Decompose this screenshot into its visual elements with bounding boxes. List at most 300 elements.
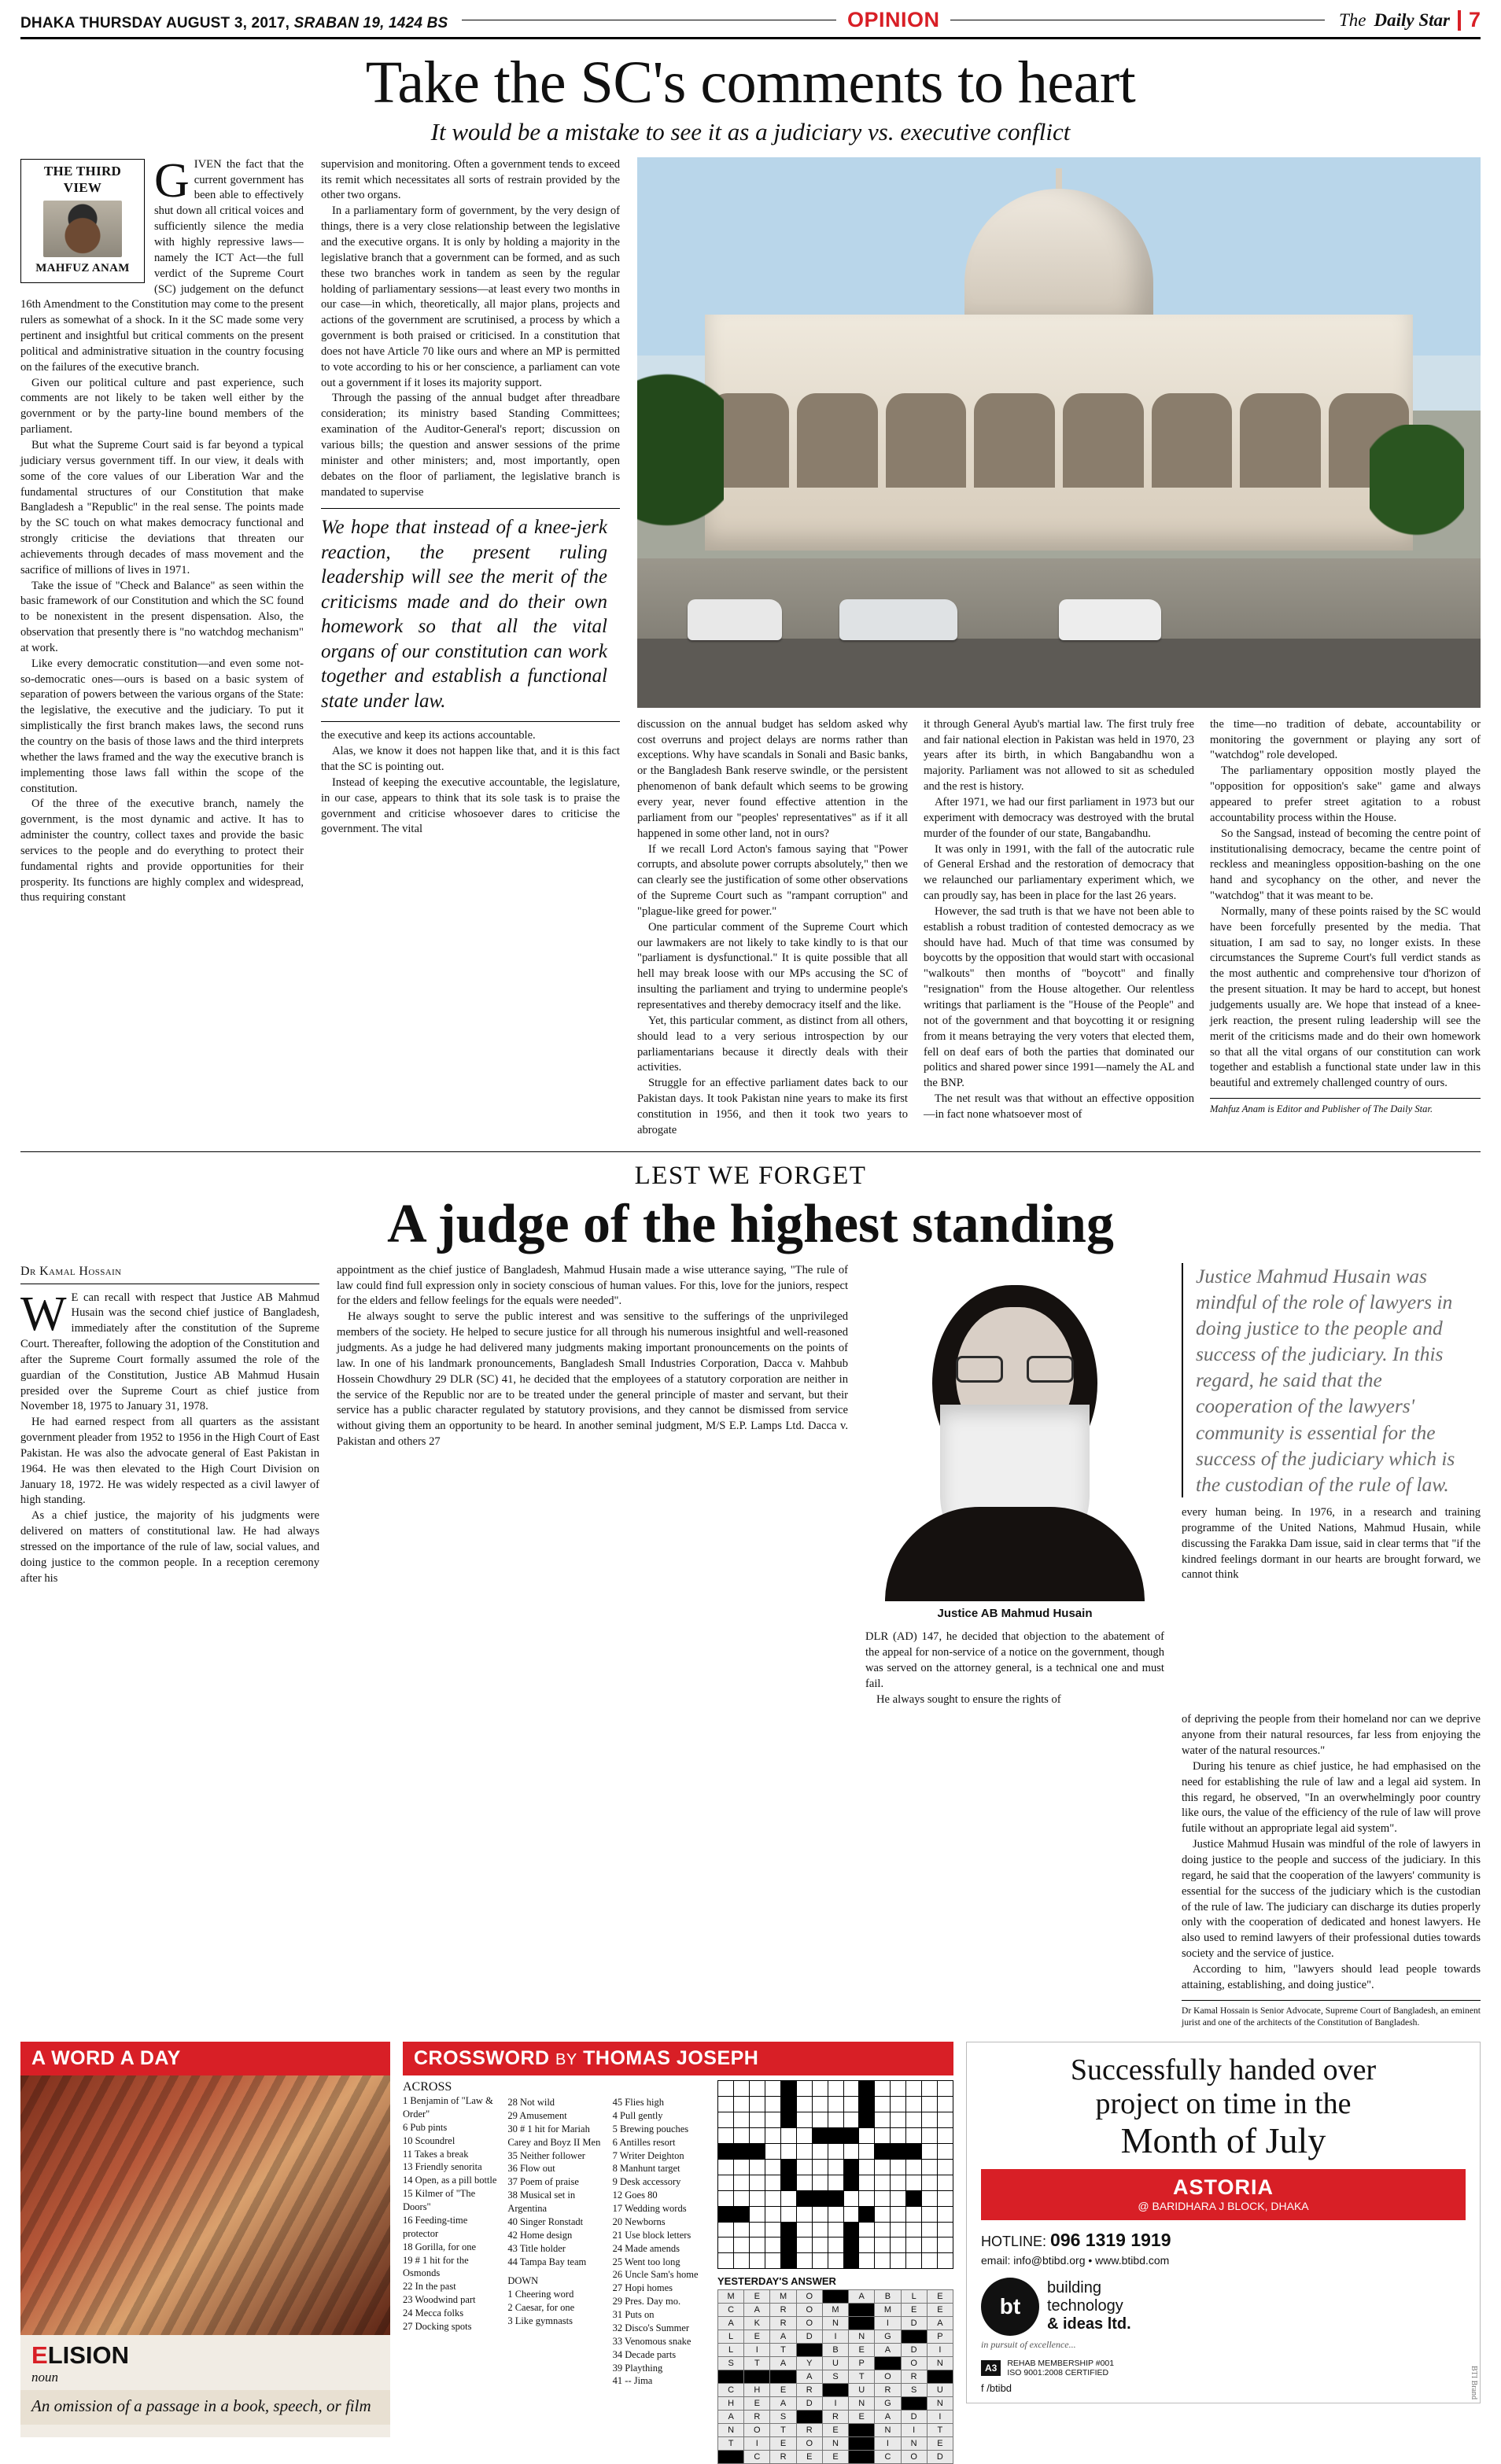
a1-c4-p3: It was only in 1991, with the fall of the autocratic rule of General Ershad and the restoration of democracy that we relaunched our parliamentary experiment which, we can proudly say, has been in place for the last 26 years.: [924, 842, 1194, 903]
answer-cell: I: [928, 2411, 953, 2423]
ad-project-location: @ BARIDHARA J BLOCK, DHAKA: [1138, 2199, 1309, 2212]
clue-item: 1 Cheering word: [507, 2289, 574, 2300]
article2-credit: Dr Kamal Hossain is Senior Advocate, Supreme Court of Bangladesh, an eminent jurist and one of the architects of the Constitution of Bangladesh.: [1182, 2000, 1481, 2030]
clue-item: 5 Brewing pouches: [612, 2123, 689, 2134]
clue-item: 38 Musical set in Argentina: [507, 2190, 576, 2215]
clue-item: 18 Gorilla, for one: [403, 2241, 477, 2252]
answer-cell: I: [744, 2437, 769, 2450]
answer-cell: C: [875, 2451, 900, 2463]
article2-byline: Dr Kamal Hossain: [20, 1264, 122, 1278]
answer-cell: I: [902, 2424, 927, 2436]
yesterdays-answer: [717, 2275, 953, 2464]
answer-cell: I: [875, 2437, 900, 2450]
answer-cell: [770, 2370, 795, 2383]
answer-cell: C: [744, 2451, 769, 2463]
clue-item: 45 Flies high: [612, 2097, 664, 2109]
a2-c1-p3: As a chief justice, the majority of his judgments were delivered on matters of constitutional law. He had always stressed on the importance of the rule of law, social values, and doing justice to the common people. In a reception ceremony after his: [20, 1509, 319, 1585]
a1-c3-p5: Struggle for an effective parliament dates back to our Pakistan days. It took Pakistan nine years to make its first constitution in 1956, and then it took two years to abrogate: [637, 1077, 908, 1136]
article2-pullquote: Justice Mahmud Husain was mindful of the role of lawyers in doing justice to the people and success of the judiciary. In this regard, he said that the cooperation of the lawyers' community is essential for the success of the judiciary which is the custodian of the rule of law.: [1182, 1263, 1481, 1497]
word-a-day-panel: [20, 2042, 390, 2464]
answer-cell: O: [797, 2317, 822, 2330]
cert-badge-icon: A3: [981, 2360, 1001, 2376]
answer-cell: R: [875, 2384, 900, 2396]
dome: [964, 189, 1153, 330]
parked-car: [839, 599, 957, 640]
a1-c2-p6: Instead of keeping the executive accountable, the legislature, in our case, appears to think that its sole task is to praise the government and criticise whosoever dares to criticise the government. The vital: [321, 775, 620, 836]
article2-tail: [20, 1712, 1481, 2029]
clue-item: 24 Made amends: [612, 2242, 680, 2254]
brand-daily-star: Daily Star: [1374, 9, 1450, 30]
answer-cell: [718, 2370, 743, 2383]
a1-c5-p3: So the Sangsad, instead of becoming the centre point of institutionalising democracy, became the centre point of reckless and meaningless opposition-bashing on the one hand and sycophancy on the other, and never the "watchdog" that it was meant to be.: [1210, 827, 1481, 903]
answer-cell: R: [902, 2370, 927, 2383]
crossword-header: [403, 2042, 953, 2075]
tree: [637, 362, 724, 613]
word-a-day-word: [20, 2335, 390, 2370]
answer-cell: A: [770, 2397, 795, 2410]
a2-c5-p2: During his tenure as chief justice, he had emphasised on the need for establishing the rule of law and a legal aid system. In this regard, he observed, "In an overwhelmingly poor country like ours, the value of the efficiency of the rule of law will prove futile without an appropriate legal aid system".: [1182, 1759, 1481, 1836]
a1-c4-p1: it through General Ayub's martial law. The first truly free and fair national election in Pakistan was held in 1970, 23 years after its birth, in which Bangabandhu won a majority. Parliament was not allowed to sit as scheduled and the rest is history.: [924, 717, 1194, 794]
answer-cell: N: [902, 2437, 927, 2450]
answer-cell: P: [849, 2357, 874, 2370]
answer-cell: E: [849, 2411, 874, 2423]
answer-cell: U: [928, 2384, 953, 2396]
clue-item: 7 Writer Deighton: [612, 2149, 684, 2161]
clue-item: 30 # 1 hit for Mariah Carey and Boyz II Men: [507, 2123, 601, 2148]
article1-subhead: It would be a mistake to see it as a judiciary vs. executive conflict: [430, 117, 1071, 145]
crossword-clues-col2: [507, 2080, 604, 2464]
answer-cell: N: [849, 2397, 874, 2410]
tree: [1370, 425, 1464, 606]
a2-c2-p2: He always sought to serve the public interest and was sensitive to the sufferings of the unprivileged members of the society. He helped to secure justice for all through his numerous insightful and well-reasoned judgments. As a judge he had delivered many judgments making important pronouncements on the points of law. In one of his landmark pronouncements, Bangladesh Small Industries Corporation, Dacca v. Mahbub Hossein Chowdhury 29 DLR (SC) 41, he decided that the employees of a statutory corporation are neither in the service of the Republic nor are to be treated under the general principle of master and servant, but their service has a public character regulated by statutory provisions, and they cannot be dismissed from service without giving them an opportunity to be heard. In another seminal judgment, M/S E.P. Lamps Ltd. Dacca v. Pakistan and others 27: [337, 1310, 848, 1449]
article2-column-5: [1182, 1712, 1481, 2029]
word-a-day-header: A WORD A DAY: [20, 2042, 390, 2075]
clue-item: 27 Docking spots: [403, 2320, 472, 2332]
clue-item: 20 Newborns: [612, 2215, 666, 2227]
answer-cell: T: [770, 2344, 795, 2356]
ad-line3: Month of July: [1120, 2120, 1326, 2161]
answer-cell: M: [823, 2304, 848, 2316]
clue-item: 29 Amusement: [507, 2109, 567, 2121]
author-box-line1: THE THIRD: [43, 163, 122, 179]
answer-cell: D: [797, 2397, 822, 2410]
clue-item: 35 Neither follower: [507, 2149, 585, 2161]
clue-item: 12 Goes 80: [612, 2190, 658, 2201]
answer-cell: R: [744, 2411, 769, 2423]
answer-cell: N: [875, 2424, 900, 2436]
ad-tagline: in pursuit of excellence...: [981, 2338, 1076, 2350]
logo-line2: technology: [1047, 2297, 1123, 2315]
crossword-panel: [403, 2042, 953, 2464]
answer-cell: K: [744, 2317, 769, 2330]
portrait-body: [885, 1507, 1145, 1601]
clue-item: 24 Mecca folks: [403, 2307, 464, 2319]
answer-cell: R: [823, 2411, 848, 2423]
author-name: MAHFUZ ANAM: [35, 261, 130, 274]
article1-column-5: [1210, 717, 1481, 1139]
a1-c4-p4: However, the sad truth is that we have not been able to establish a robust tradition of contested democracy as we should have had. Much of that time was consumed by boycotts by the opposition that would start with occasional "walkouts" then months of "boycott" and finally "resignation" from the House altogether. Our relentless writings that parliament is the "House of the People" and not of the government and that boycotting it or resigning from it means betraying the very voters that elected them, fell on deaf ears of both the parties that dominated our politics and shared power since 1991—namely the AL and the BNP.: [924, 904, 1194, 1090]
a1-c3-p2: If we recall Lord Acton's famous saying that "Power corrupts, and absolute power corrupts absolutely," then we can clearly see the justification of some other observations of the Supreme Court such as "rampant corruption" and "plague-like greed for power.": [637, 842, 908, 918]
answer-cell: U: [823, 2357, 848, 2370]
answer-cell: I: [823, 2397, 848, 2410]
article1-column-4: [924, 717, 1194, 1139]
answer-cell: R: [770, 2304, 795, 2316]
article2-body: [20, 1263, 1481, 1708]
answer-cell: A: [744, 2304, 769, 2316]
ad-logo-row: [981, 2278, 1466, 2336]
answer-cell: S: [823, 2370, 848, 2383]
answer-cell: T: [744, 2357, 769, 2370]
answer-cell: [928, 2370, 953, 2383]
crossword-title: CROSSWORD: [414, 2047, 550, 2070]
answer-cell: [849, 2317, 874, 2330]
a1-c3-p1: discussion on the annual budget has seldom asked why cost overruns and project delays are norms rather than exceptions. Why have scandals in Sonali and Basic banks, or the Bangladesh Bank reserve swindle, or the persistent phenomenon of bank default which seems to be growing every year, never found effective attention in the parliament from our "peoples' representatives" as if it all happened in some other land, not in ours?: [637, 717, 908, 840]
a2-c3-p2: He always sought to ensure the rights of: [876, 1692, 1061, 1706]
clue-item: 42 Home design: [507, 2229, 573, 2241]
clue-item: 21 Use block letters: [612, 2229, 691, 2241]
answer-cell: T: [770, 2424, 795, 2436]
clue-item: 32 Disco's Summer: [612, 2322, 690, 2333]
answer-cell: [797, 2344, 822, 2356]
clue-item: 43 Title holder: [507, 2242, 566, 2254]
a1-c1-p1: GIVEN the fact that the current government has been able to effectively shut down all critical voices and sufficiently silence the media with highly repressive laws—namely the ICT Act—the full verdict of the Supreme Court (SC) judgement on the defunct 16th Amendment to the Constitution may come to the present rulers as somewhat of a shock. In it the SC made some very pertinent and insightful but critical comments on the present political and administrative situation in the country focusing on the failures of the executive branch.: [20, 153, 304, 374]
answer-cell: [797, 2411, 822, 2423]
answer-cell: P: [928, 2330, 953, 2343]
article1-body: [20, 153, 1481, 1139]
answer-cell: E: [928, 2290, 953, 2303]
answer-cell: S: [718, 2357, 743, 2370]
a1-c2-p5: Alas, we know it does not happen like that, and it is this fact that the SC is pointing out.: [321, 745, 620, 774]
masthead-city: DHAKA: [20, 15, 76, 31]
clue-item: 19 # 1 hit for the Osmonds: [403, 2254, 469, 2279]
answer-cell: I: [875, 2317, 900, 2330]
a2-c5-p4: According to him, "lawyers should lead people towards attaining, establishing, and doing justice".: [1182, 1962, 1481, 1991]
a2-c5-p3: Justice Mahmud Husain was mindful of the role of lawyers in doing justice to the people and success of the judiciary. In this regard, he said that the cooperation of the lawyers' community is essential for the success of the judiciary which is the custodian of the rule of law. The judiciary can discharge its duties properly only with the cooperation of dedicated and honest lawyers. He also used to remind lawyers of their professional duties towards society and the service of justice.: [1182, 1838, 1481, 1961]
ad-line2: project on time in the: [1095, 2086, 1352, 2120]
supreme-court-photo: [637, 157, 1481, 708]
article1-credit: Mahfuz Anam is Editor and Publisher of The Daily Star.: [1210, 1098, 1481, 1116]
down-label: DOWN: [507, 2275, 539, 2287]
brand-the: The: [1338, 9, 1366, 30]
answer-cell: M: [770, 2290, 795, 2303]
answer-cell: R: [770, 2317, 795, 2330]
answer-cell: O: [902, 2357, 927, 2370]
ad-email[interactable]: email: info@btibd.org • www.btibd.com: [981, 2253, 1170, 2267]
glasses-icon: [956, 1356, 1074, 1383]
answer-cell: C: [718, 2304, 743, 2316]
clue-item: 36 Flow out: [507, 2163, 555, 2175]
answer-cell: N: [928, 2397, 953, 2410]
section-title: OPINION: [846, 8, 940, 31]
clue-item: 25 Went too long: [612, 2256, 680, 2267]
clue-item: 26 Uncle Sam's home: [612, 2269, 699, 2281]
answer-cell: M: [718, 2290, 743, 2303]
answer-cell: [744, 2370, 769, 2383]
masthead-section-wrap: [448, 8, 1339, 32]
bti-logo-icon: bt: [981, 2278, 1039, 2336]
clue-item: 37 Poem of praise: [507, 2176, 579, 2188]
answer-cell: T: [928, 2424, 953, 2436]
clue-item: 29 Pres. Day mo.: [612, 2296, 681, 2307]
crossword-clues-col3: [613, 2080, 710, 2464]
answer-cell: D: [797, 2330, 822, 2343]
article2-column-1: [20, 1263, 319, 1708]
answer-cell: [823, 2290, 848, 2303]
answer-cell: E: [823, 2451, 848, 2463]
a2-c5-p1: of depriving the people from their homeland nor can we deprive anyone from their natural resources, far less from enjoying the water of the natural resources.": [1182, 1713, 1481, 1758]
court-road: [637, 639, 1481, 708]
article2-column-4-5: [1182, 1263, 1481, 1708]
answer-cell: [902, 2330, 927, 2343]
answer-cell: O: [744, 2424, 769, 2436]
author-box-line2: VIEW: [63, 180, 102, 196]
a2-c1-p2: He had earned respect from all quarters as the assistant government pleader from 1952 to 1956 in the High Court of East Pakistan. He was also the advocate general of East Pakistan in 1964. He was then elevated to the High Court Division on January 18, 1972. He was widely respected as a civil lawyer of high standing.: [20, 1416, 319, 1507]
answer-cell: E: [744, 2397, 769, 2410]
answer-cell: T: [718, 2437, 743, 2450]
clue-item: 16 Feeding-time protector: [403, 2214, 468, 2239]
answer-cell: D: [902, 2411, 927, 2423]
answer-cell: A: [770, 2330, 795, 2343]
answer-cell: B: [823, 2344, 848, 2356]
article2-separator: [20, 1151, 1481, 1152]
article2-kicker: LEST WE FORGET: [634, 1161, 867, 1190]
a1-c2-p4: the executive and keep its actions accountable.: [321, 729, 536, 742]
masthead-bangla-date: SRABAN 19, 1424 BS: [293, 15, 448, 31]
a1-c5-p1: the time—no tradition of debate, accountability or monitoring the government or playing any sort of "watchdog" role developed.: [1210, 717, 1481, 762]
answer-cell: R: [770, 2451, 795, 2463]
answer-cell: D: [928, 2451, 953, 2463]
word-a-day-pos: noun: [31, 2370, 58, 2385]
answer-cell: U: [849, 2384, 874, 2396]
clue-item: 27 Hopi homes: [612, 2282, 673, 2294]
clue-item: 15 Kilmer of "The Doors": [403, 2188, 476, 2213]
ad-side-note: BTI Brand: [1470, 2366, 1478, 2400]
parked-car: [1059, 599, 1161, 640]
ad-headline: [981, 2053, 1466, 2161]
answer-cell: T: [849, 2370, 874, 2383]
ad-project-badge: [981, 2169, 1466, 2220]
advertisement: [966, 2042, 1481, 2403]
a2-c1-p1: WE can recall with respect that Justice AB Mahmud Husain was the second chief justice of Bangladesh, immediately after the constitution of the Supreme Court. Thereafter, following the adoption of the Constitution and after the Supreme Court formally assumed the role of the guardian of the Constitution, Justice AB Mahmud Husain presided over the Supreme Court as chief justice from November 18, 1975 to January 31, 1978.: [20, 1287, 319, 1413]
answer-cell: A: [718, 2411, 743, 2423]
a2-c2-p1: appointment as the chief justice of Bangladesh, Mahmud Husain made a wise utterance saying, "The rule of law could find full expression only in society conscious of human values. For this, love for the juniors, respect for the elders and fellow feelings for the equals were needed".: [337, 1263, 848, 1308]
answer-cell: [849, 2451, 874, 2463]
crossword-author: THOMAS JOSEPH: [583, 2047, 759, 2070]
a1-c4-p2: After 1971, we had our first parliament in 1973 but our experiment with democracy was destroyed with the brutal murder of the founder of our state, Bangabandhu.: [924, 796, 1194, 840]
across-label: ACROSS: [403, 2080, 452, 2094]
a1-c5-p4: Normally, many of these points raised by the SC would have been forcefully presented by the media. That situation, I am sad to say, no longer exists. In these circumstances the Supreme Court's full verdict stands as the most authentic and comprehensive tour d'horizon of the present situation. It may be hard to accept, but honest judgements usually are. We hope that instead of a knee-jerk reaction, the present ruling leadership will see the merit of the criticisms made and do their own homework so that all the vital organs of our constitution can work together and establish a functional state under law in this beautiful and extremely challenged country of ours.: [1210, 904, 1481, 1090]
yesterdays-answer-grid: [717, 2289, 953, 2464]
clue-item: 6 Pub pints: [403, 2121, 448, 2133]
hotline-label: HOTLINE:: [981, 2233, 1047, 2249]
masthead-right: [1339, 8, 1481, 32]
a1-c2-p1: supervision and monitoring. Often a government tends to exceed its remit which necessitates all sorts of restrain provided by the other two organs.: [321, 157, 620, 202]
article1-column-3: [637, 717, 908, 1139]
crossword-grid-area: [717, 2080, 953, 2464]
crossword-grid[interactable]: [717, 2080, 953, 2269]
a1-c1-p2: Given our political culture and past experience, such comments are not likely to be taken well either by the government or by the party-line bound members of the parliament.: [20, 376, 304, 436]
answer-cell: R: [797, 2424, 822, 2436]
cert-line1: REHAB MEMBERSHIP #001: [1007, 2358, 1115, 2368]
word-a-day-definition: An omission of a passage in a book, speech, or film: [20, 2390, 390, 2425]
article1-right-columns: [637, 717, 1481, 1139]
clue-item: 11 Takes a break: [403, 2148, 469, 2160]
a1-c2-p3: Through the passing of the annual budget after threadbare consideration; its ministry based Standing Committees; examination of the Auditor-General's report; discussion on various bills; the question and answer sessions of the prime minister and other ministers; and, most importantly, open debates on the floor of parliament, the legislative branch is mandated to supervise: [321, 392, 620, 499]
clue-item: 44 Tampa Bay team: [507, 2256, 587, 2267]
masthead-date: THURSDAY AUGUST 3, 2017,: [79, 15, 290, 31]
hotline-number: 096 1319 1919: [1050, 2229, 1171, 2250]
answer-cell: A: [770, 2357, 795, 2370]
answer-cell: A: [875, 2344, 900, 2356]
answer-cell: O: [797, 2304, 822, 2316]
clue-item: 31 Puts on: [612, 2309, 655, 2321]
answer-cell: Y: [797, 2357, 822, 2370]
answer-cell: E: [744, 2290, 769, 2303]
word-first-letter: E: [31, 2341, 48, 2370]
answer-cell: E: [849, 2344, 874, 2356]
clue-item: 13 Friendly senorita: [403, 2161, 482, 2173]
answer-cell: G: [875, 2397, 900, 2410]
answer-cell: C: [718, 2384, 743, 2396]
a2-c4-p1: every human being. In 1976, in a research and training programme of the United Nations, Mahmud Husain, while discussing the Farakka Dam issue, said in clear terms that "if the kindred feelings dormant in our hearts are brought forward, we cannot think: [1182, 1506, 1481, 1582]
justice-portrait: [865, 1263, 1164, 1601]
answer-cell: L: [902, 2290, 927, 2303]
brand-divider: [1458, 10, 1461, 31]
answer-cell: I: [928, 2344, 953, 2356]
a1-c5-p2: The parliamentary opposition mostly played the "opposition for opposition's sake" game and always appeared to prefer street agitation to a robust accountability process within the House.: [1210, 764, 1481, 824]
bottom-panels: [20, 2042, 1481, 2464]
answer-cell: B: [875, 2290, 900, 2303]
masthead-left: [20, 15, 448, 32]
logo-line3: & ideas ltd.: [1047, 2315, 1131, 2333]
word-a-day-image: [20, 2075, 390, 2335]
answer-cell: A: [797, 2370, 822, 2383]
answer-cell: H: [718, 2397, 743, 2410]
clue-item: 3 Like gymnasts: [507, 2315, 573, 2327]
clue-item: 8 Manhunt target: [612, 2163, 680, 2175]
ad-project-name: ASTORIA: [1172, 2175, 1274, 2199]
yesterdays-answer-title: YESTERDAY'S ANSWER: [717, 2275, 836, 2288]
clue-item: 22 In the past: [403, 2281, 456, 2293]
answer-cell: D: [902, 2344, 927, 2356]
clue-item: 17 Wedding words: [612, 2203, 687, 2215]
article1-pullquote: We hope that instead of a knee-jerk reaction, the present ruling leadership will see the merit of the criticisms made and do their own homework so that all the vital organs of our constitution can work together and establish a functional state under law.: [321, 517, 607, 712]
answer-cell: I: [823, 2330, 848, 2343]
answer-cell: E: [744, 2330, 769, 2343]
answer-cell: E: [928, 2437, 953, 2450]
clue-item: 6 Antilles resort: [612, 2136, 676, 2148]
logo-line1: building: [1047, 2279, 1101, 2297]
answer-cell: O: [875, 2370, 900, 2383]
article1-column-2: [321, 157, 620, 1139]
answer-cell: O: [797, 2290, 822, 2303]
answer-cell: E: [928, 2304, 953, 2316]
answer-cell: N: [928, 2357, 953, 2370]
answer-cell: N: [823, 2317, 848, 2330]
article2-column-4: [1182, 1505, 1481, 1583]
facebook-link[interactable]: f /btibd: [981, 2381, 1012, 2394]
clue-item: 14 Open, as a pill bottle: [403, 2175, 497, 2186]
a1-c1-p6: Of the three of the executive branch, namely the government, is the most dynamic and active. It has to administer the country, collect taxes and provide the basic services to the people and do everything to protect their fundamental rights and provide opportunities for their prosperity. Its functions are highly complex and widespread, thus requiring constant: [20, 797, 304, 904]
pullquote-rule-top: [321, 508, 620, 509]
clue-item: 10 Scoundrel: [403, 2134, 455, 2146]
answer-cell: E: [902, 2304, 927, 2316]
answer-cell: I: [744, 2344, 769, 2356]
clue-item: 23 Woodwind part: [403, 2294, 476, 2306]
answer-cell: E: [797, 2451, 822, 2463]
answer-cell: A: [875, 2411, 900, 2423]
crossword-clues-col1: [403, 2080, 500, 2464]
answer-cell: N: [718, 2424, 743, 2436]
clue-item: 34 Decade parts: [612, 2348, 677, 2360]
answer-cell: [849, 2424, 874, 2436]
a1-c4-p5: The net result was that without an effective opposition—in fact none whatsoever most of: [924, 1092, 1194, 1121]
a1-c1-p3: But what the Supreme Court said is far beyond a typical judiciary versus government tiff. In our view, it deals with some of the core values of our Liberation War and the fundamental structures of our Constitution that make Bangladesh a "Republic" in the real sense. The points made by the SC touch on what makes democracy functional and strongly criticise the deviations that threaten our achievements through decades of mass movement and the sacrifice of millions of lives in 1971.: [20, 438, 304, 576]
masthead: [20, 0, 1481, 39]
answer-cell: O: [797, 2437, 822, 2450]
cert-line2: ISO 9001:2008 CERTIFIED: [1007, 2367, 1109, 2377]
answer-cell: S: [902, 2384, 927, 2396]
answer-cell: L: [718, 2330, 743, 2343]
word-rest: LISION: [47, 2341, 130, 2370]
clue-item: 9 Desk accessory: [612, 2176, 681, 2188]
answer-cell: [823, 2384, 848, 2396]
author-box: [20, 159, 145, 283]
a2-c3-p1: DLR (AD) 147, he decided that objection to the abatement of the appeal for non-service of a notice on the government, though was served on the attorney general, is a technical one and must fail.: [865, 1630, 1164, 1690]
court-arches: [705, 393, 1414, 488]
clue-item: 33 Venomous snake: [612, 2335, 691, 2347]
answer-cell: R: [797, 2384, 822, 2396]
clue-item: 41 -- Jima: [612, 2375, 653, 2387]
clue-item: 4 Pull gently: [612, 2109, 663, 2121]
clue-item: 39 Plaything: [612, 2362, 663, 2374]
answer-cell: [849, 2304, 874, 2316]
answer-cell: [718, 2451, 743, 2463]
a1-c3-p4: Yet, this particular comment, as distinct from all others, should lead to a very serious introspection by our parliamentarians because it directly deals with their activities.: [637, 1014, 908, 1074]
answer-cell: E: [770, 2384, 795, 2396]
answer-cell: [875, 2357, 900, 2370]
article2-headline: A judge of the highest standing: [387, 1193, 1114, 1254]
answer-cell: D: [902, 2317, 927, 2330]
ad-logo-text: [1047, 2279, 1131, 2333]
answer-cell: O: [902, 2451, 927, 2463]
answer-cell: S: [770, 2411, 795, 2423]
a1-c3-p3: One particular comment of the Supreme Court which our lawmakers are not likely to take kindly to is that our "parliament is dysfunctional." It is quite possible that all hell may break loose with our MPs accusing the SC of insulting the parliament and trying to undermine people's representatives and thereby democracy itself and the like.: [637, 920, 908, 1011]
crossword-by: BY: [555, 2051, 577, 2069]
ad-certification: [981, 2359, 1466, 2377]
article2-column-2: [337, 1263, 848, 1708]
answer-cell: A: [928, 2317, 953, 2330]
answer-cell: N: [823, 2437, 848, 2450]
answer-cell: G: [875, 2330, 900, 2343]
a1-c1-p5: Like every democratic constitution—and even some not-so-democratic ones—ours is based on a basic system of separation of powers between the various organs of the State: the legislative, the executive and the judiciary. To put it simplistically the first branch makes laws, the second runs the country on the basis of those laws and the third interprets whether the laws framed and the way the executive branch is implementing those laws fall within the scope of the constitution.: [20, 657, 304, 795]
ad-line1: Successfully handed over: [1070, 2053, 1377, 2087]
answer-cell: E: [823, 2424, 848, 2436]
article1-headline: Take the SC's comments to heart: [365, 50, 1136, 116]
a1-c2-p2: In a parliamentary form of government, by the very design of things, there is a very close relationship between the legislative and the executive organs. It is only by holding a majority in the legislative branch that a government can be formed, and as such these two branches work in tandem as seen by the regular holding of parliamentary sessions—at least every two months in our case—in which, theoretically, all major plans, projects and actions of the government are scrutinised, a process by which a government is both praised or criticised. In a constitution that does not have Article 70 like ours and where an MP is permitted to vote according to his or her conscience, a parliament can vote out a government if it loses its majority support.: [321, 204, 620, 389]
clue-item: 40 Singer Ronstadt: [507, 2215, 584, 2227]
answer-cell: E: [770, 2437, 795, 2450]
page-number: 7: [1468, 8, 1481, 31]
article2-column-3: [865, 1263, 1164, 1708]
answer-cell: N: [849, 2330, 874, 2343]
answer-cell: A: [849, 2290, 874, 2303]
answer-cell: M: [875, 2304, 900, 2316]
answer-cell: [849, 2437, 874, 2450]
clue-item: 1 Benjamin of "Law & Order": [403, 2095, 493, 2120]
ad-hotline[interactable]: [981, 2230, 1466, 2251]
clue-item: 2 Caesar, for one: [507, 2302, 575, 2314]
